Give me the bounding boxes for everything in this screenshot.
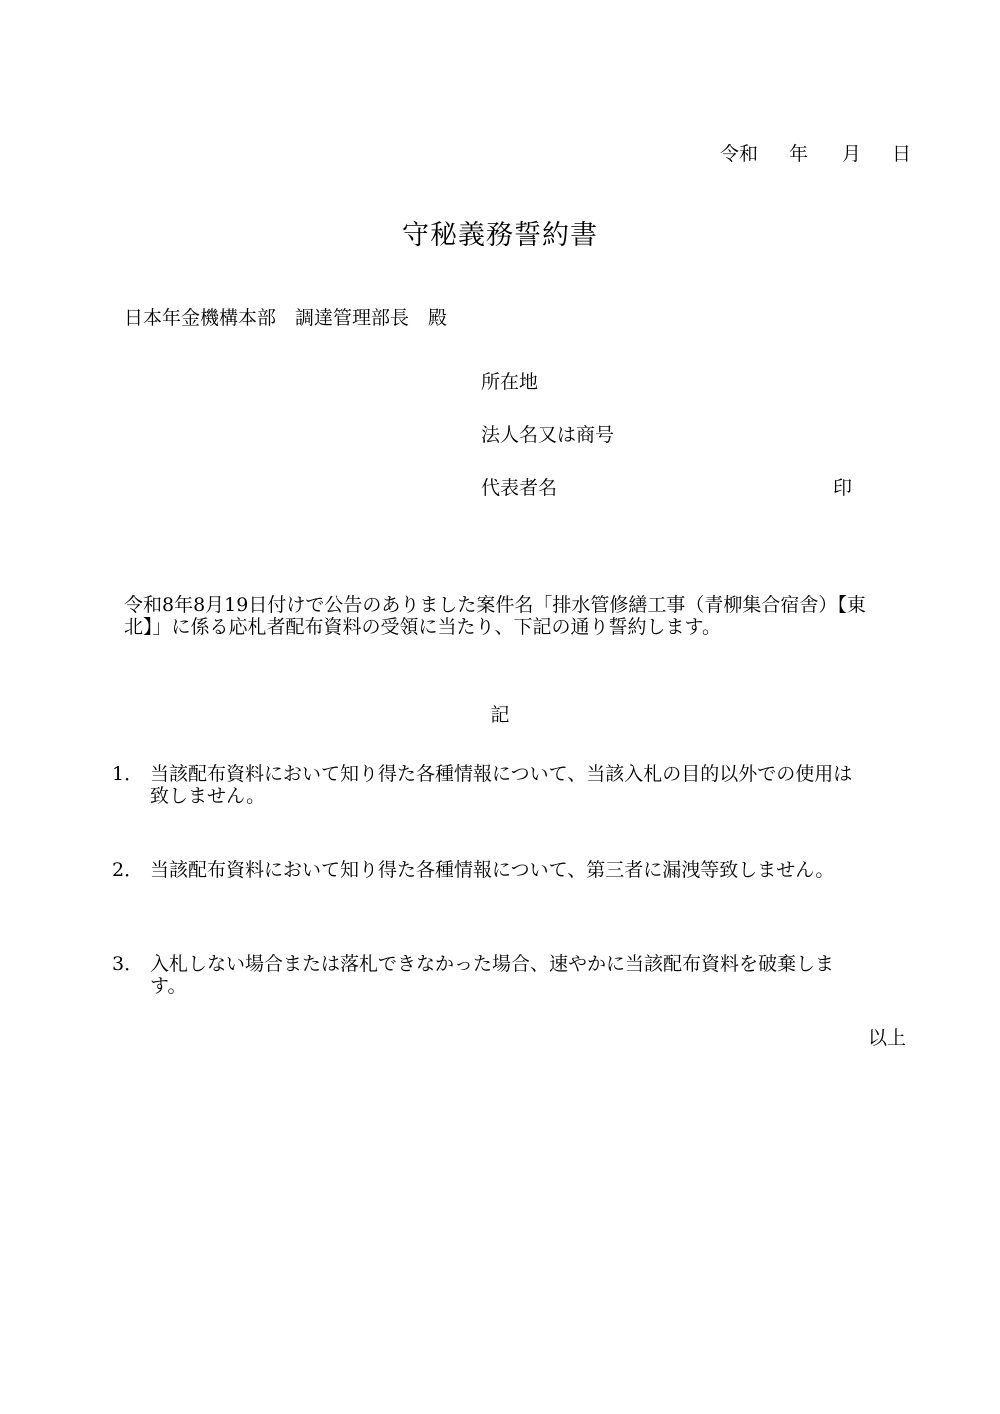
item-text (150, 763, 890, 807)
closing-text: 以上 (868, 1027, 907, 1049)
item-number: 1． (112, 763, 144, 785)
item-line-1: 当該配布資料において知り得た各種情報について、当該入札の目的以外での使用は (150, 763, 853, 785)
seal-label: 印 (833, 477, 853, 499)
item-text (150, 859, 890, 881)
intro-line-1: 令和8年8月19日付けで公告のありました案件名「排水管修繕工事（青柳集合宿舎）【東 (124, 594, 866, 616)
intro-paragraph (124, 594, 914, 638)
item-line-2: す。 (150, 975, 187, 997)
item-text (150, 953, 890, 997)
item-line-1: 当該配布資料において知り得た各種情報について、第三者に漏洩等致しません。 (150, 859, 835, 881)
company-label: 法人名又は商号 (481, 424, 615, 446)
item-line-1: 入札しない場合または落札できなかった場合、速やかに当該配布資料を破棄しま (150, 953, 835, 975)
item-number: 3． (112, 953, 144, 975)
item-number: 2． (112, 859, 144, 881)
representative-label: 代表者名 (481, 477, 558, 499)
date-era: 令和 (720, 143, 759, 165)
address-label: 所在地 (481, 371, 539, 393)
intro-line-2: 北】」に係る応札者配布資料の受領に当たり、下記の通り誓約します。 (124, 616, 721, 638)
date-day-label: 日 (892, 143, 912, 165)
document-title: 守秘義務誓約書 (402, 220, 598, 251)
item-line-2: 致しません。 (150, 785, 266, 807)
date-year-label: 年 (789, 143, 809, 165)
date-month-label: 月 (842, 143, 862, 165)
ki-heading: 記 (490, 704, 510, 726)
addressee: 日本年金機構本部 調達管理部長 殿 (124, 307, 448, 329)
